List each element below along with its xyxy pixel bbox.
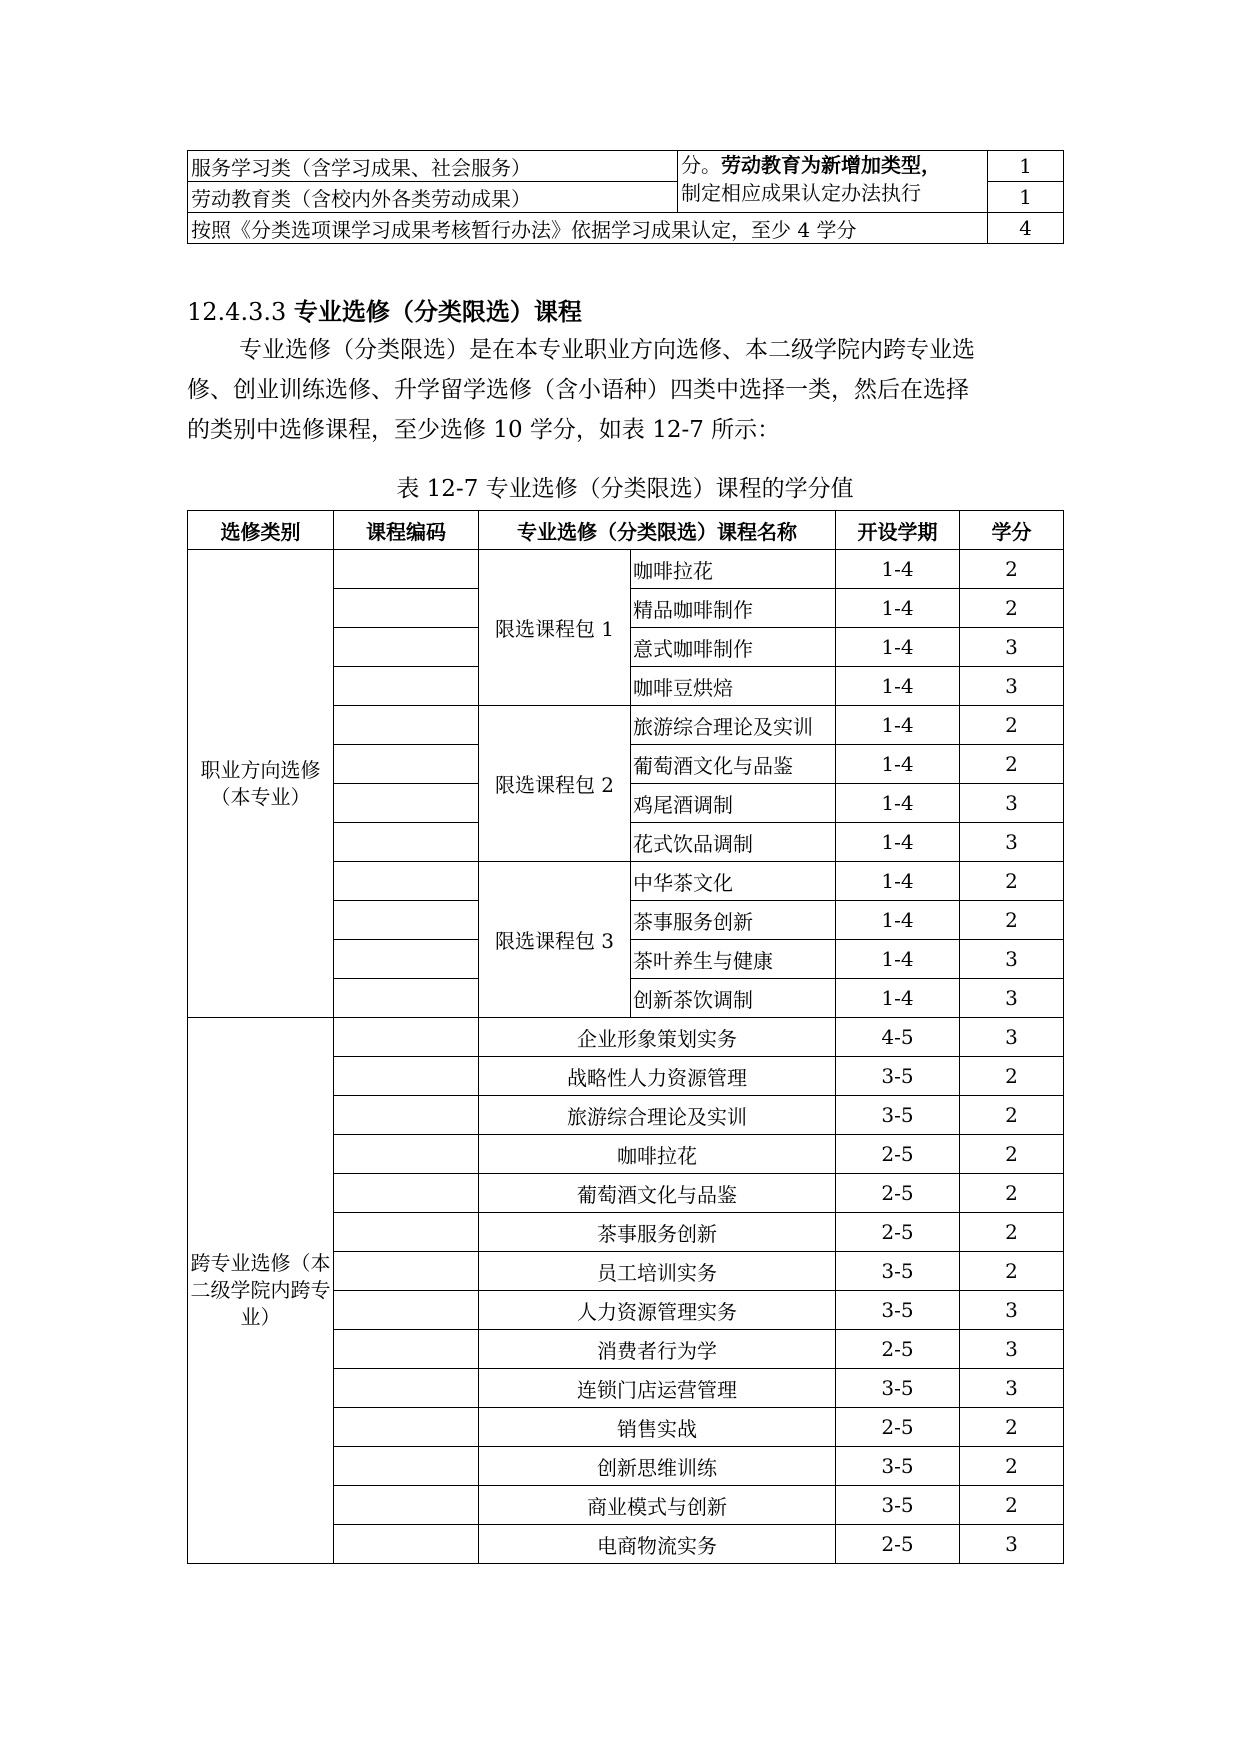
course-name-cell: 意式咖啡制作: [631, 628, 836, 667]
course-name-cell: 电商物流实务: [479, 1525, 836, 1564]
credit-cell: 3: [960, 1330, 1064, 1369]
course-name-cell: 消费者行为学: [479, 1330, 836, 1369]
course-name-cell: 鸡尾酒调制: [631, 784, 836, 823]
credit-cell: 3: [960, 1291, 1064, 1330]
section-number: 12.4.3.3: [187, 298, 287, 326]
course-code-cell: [334, 979, 479, 1018]
term-cell: 2-5: [836, 1174, 960, 1213]
course-code-cell: [334, 901, 479, 940]
course-name-cell: 花式饮品调制: [631, 823, 836, 862]
term-cell: 1-4: [836, 628, 960, 667]
category-cell: 跨专业选修（本二级学院内跨专业）: [188, 1018, 334, 1564]
table-row: [188, 213, 1064, 244]
course-name-cell: 茶事服务创新: [631, 901, 836, 940]
note-cell: 分。劳动教育为新增加类型， 制定相应成果认定办法执行: [678, 151, 988, 213]
header-term: 开设学期: [836, 511, 960, 550]
course-name-cell: 咖啡豆烘焙: [631, 667, 836, 706]
intro-paragraph: 专业选修（分类限选）是在本专业职业方向选修、本二级学院内跨专业选 修、创业训练选修、升学留学选修（含小语种）四类中选择一类，然后在选择 的类别中选修课程，至少选修 10 学分，如表 12-7 所示：: [187, 337, 975, 443]
credit-summary-table: [187, 150, 1064, 244]
course-name-cell: 咖啡拉花: [631, 550, 836, 589]
course-code-cell: [334, 1486, 479, 1525]
term-cell: 1-4: [836, 979, 960, 1018]
course-code-cell: [334, 1447, 479, 1486]
course-name-cell: 精品咖啡制作: [631, 589, 836, 628]
course-name-cell: 连锁门店运营管理: [479, 1369, 836, 1408]
course-code-cell: [334, 667, 479, 706]
course-code-cell: [334, 589, 479, 628]
credit-cell: 2: [960, 1447, 1064, 1486]
course-name-cell: 创新思维训练: [479, 1447, 836, 1486]
course-code-cell: [334, 1018, 479, 1057]
course-code-cell: [334, 1213, 479, 1252]
term-cell: 2-5: [836, 1330, 960, 1369]
credit-cell: 3: [960, 940, 1064, 979]
credit-cell: 3: [960, 979, 1064, 1018]
course-code-cell: [334, 1291, 479, 1330]
table-header-row: [188, 511, 1064, 550]
course-code-cell: [334, 784, 479, 823]
table-cell: 1: [988, 151, 1064, 182]
package-cell: 限选课程包 1: [479, 550, 631, 706]
term-cell: 1-4: [836, 901, 960, 940]
category-cell: 职业方向选修（本专业）: [188, 550, 334, 1018]
course-code-cell: [334, 628, 479, 667]
term-cell: 3-5: [836, 1057, 960, 1096]
term-cell: 1-4: [836, 589, 960, 628]
course-name-cell: 旅游综合理论及实训: [479, 1096, 836, 1135]
course-code-cell: [334, 1096, 479, 1135]
credit-cell: 2: [960, 1057, 1064, 1096]
credit-cell: 3: [960, 1369, 1064, 1408]
term-cell: 3-5: [836, 1447, 960, 1486]
course-name-cell: 茶叶养生与健康: [631, 940, 836, 979]
credit-cell: 3: [960, 1525, 1064, 1564]
course-code-cell: [334, 1057, 479, 1096]
course-name-cell: 企业形象策划实务: [479, 1018, 836, 1057]
course-code-cell: [334, 706, 479, 745]
course-code-cell: [334, 1330, 479, 1369]
table-row: [188, 1018, 1064, 1057]
header-code: 课程编码: [334, 511, 479, 550]
table-cell: 4: [988, 213, 1064, 244]
term-cell: 3-5: [836, 1486, 960, 1525]
credit-cell: 2: [960, 1486, 1064, 1525]
term-cell: 2-5: [836, 1408, 960, 1447]
credit-cell: 3: [960, 628, 1064, 667]
course-code-cell: [334, 823, 479, 862]
credit-cell: 2: [960, 1174, 1064, 1213]
term-cell: 1-4: [836, 940, 960, 979]
credit-cell: 3: [960, 1018, 1064, 1057]
term-cell: 3-5: [836, 1252, 960, 1291]
credit-cell: 2: [960, 589, 1064, 628]
credit-cell: 3: [960, 784, 1064, 823]
section-heading: [187, 292, 582, 327]
table-cell: 服务学习类（含学习成果、社会服务）: [188, 151, 678, 182]
table-caption: 表 12-7 专业选修（分类限选）课程的学分值: [396, 476, 854, 502]
course-code-cell: [334, 1252, 479, 1291]
credit-cell: 2: [960, 1252, 1064, 1291]
credit-cell: 3: [960, 823, 1064, 862]
table-cell: 1: [988, 182, 1064, 213]
credit-cell: 3: [960, 667, 1064, 706]
course-name-cell: 葡萄酒文化与品鉴: [631, 745, 836, 784]
elective-course-table: [187, 510, 1064, 1564]
term-cell: 1-4: [836, 745, 960, 784]
credit-cell: 2: [960, 1213, 1064, 1252]
term-cell: 2-5: [836, 1213, 960, 1252]
term-cell: 1-4: [836, 823, 960, 862]
course-name-cell: 人力资源管理实务: [479, 1291, 836, 1330]
credit-cell: 2: [960, 1096, 1064, 1135]
course-name-cell: 创新茶饮调制: [631, 979, 836, 1018]
course-code-cell: [334, 745, 479, 784]
course-code-cell: [334, 1174, 479, 1213]
credit-cell: 2: [960, 1135, 1064, 1174]
course-name-cell: 葡萄酒文化与品鉴: [479, 1174, 836, 1213]
course-name-cell: 旅游综合理论及实训: [631, 706, 836, 745]
credit-cell: 2: [960, 706, 1064, 745]
table-row: [188, 151, 1064, 182]
term-cell: 2-5: [836, 1525, 960, 1564]
course-name-cell: 茶事服务创新: [479, 1213, 836, 1252]
course-name-cell: 中华茶文化: [631, 862, 836, 901]
header-category: 选修类别: [188, 511, 334, 550]
term-cell: 3-5: [836, 1096, 960, 1135]
term-cell: 1-4: [836, 862, 960, 901]
term-cell: 1-4: [836, 784, 960, 823]
table-row: [188, 550, 1064, 589]
term-cell: 3-5: [836, 1291, 960, 1330]
term-cell: 3-5: [836, 1369, 960, 1408]
course-code-cell: [334, 1408, 479, 1447]
table-cell: 劳动教育类（含校内外各类劳动成果）: [188, 182, 678, 213]
header-course-name: 专业选修（分类限选）课程名称: [479, 511, 836, 550]
credit-cell: 2: [960, 550, 1064, 589]
term-cell: 1-4: [836, 667, 960, 706]
term-cell: 1-4: [836, 550, 960, 589]
course-code-cell: [334, 1369, 479, 1408]
credit-cell: 2: [960, 862, 1064, 901]
term-cell: 1-4: [836, 706, 960, 745]
table-cell: 按照《分类选项课学习成果考核暂行办法》依据学习成果认定，至少 4 学分: [188, 213, 988, 244]
credit-cell: 2: [960, 901, 1064, 940]
header-credit: 学分: [960, 511, 1064, 550]
package-cell: 限选课程包 3: [479, 862, 631, 1018]
course-code-cell: [334, 862, 479, 901]
package-cell: 限选课程包 2: [479, 706, 631, 862]
section-title: 专业选修（分类限选）课程: [293, 298, 582, 326]
course-name-cell: 员工培训实务: [479, 1252, 836, 1291]
credit-cell: 2: [960, 745, 1064, 784]
course-code-cell: [334, 1525, 479, 1564]
credit-cell: 2: [960, 1408, 1064, 1447]
course-name-cell: 战略性人力资源管理: [479, 1057, 836, 1096]
course-name-cell: 销售实战: [479, 1408, 836, 1447]
course-code-cell: [334, 550, 479, 589]
course-name-cell: 商业模式与创新: [479, 1486, 836, 1525]
course-name-cell: 咖啡拉花: [479, 1135, 836, 1174]
course-code-cell: [334, 940, 479, 979]
term-cell: 2-5: [836, 1135, 960, 1174]
course-code-cell: [334, 1135, 479, 1174]
term-cell: 4-5: [836, 1018, 960, 1057]
